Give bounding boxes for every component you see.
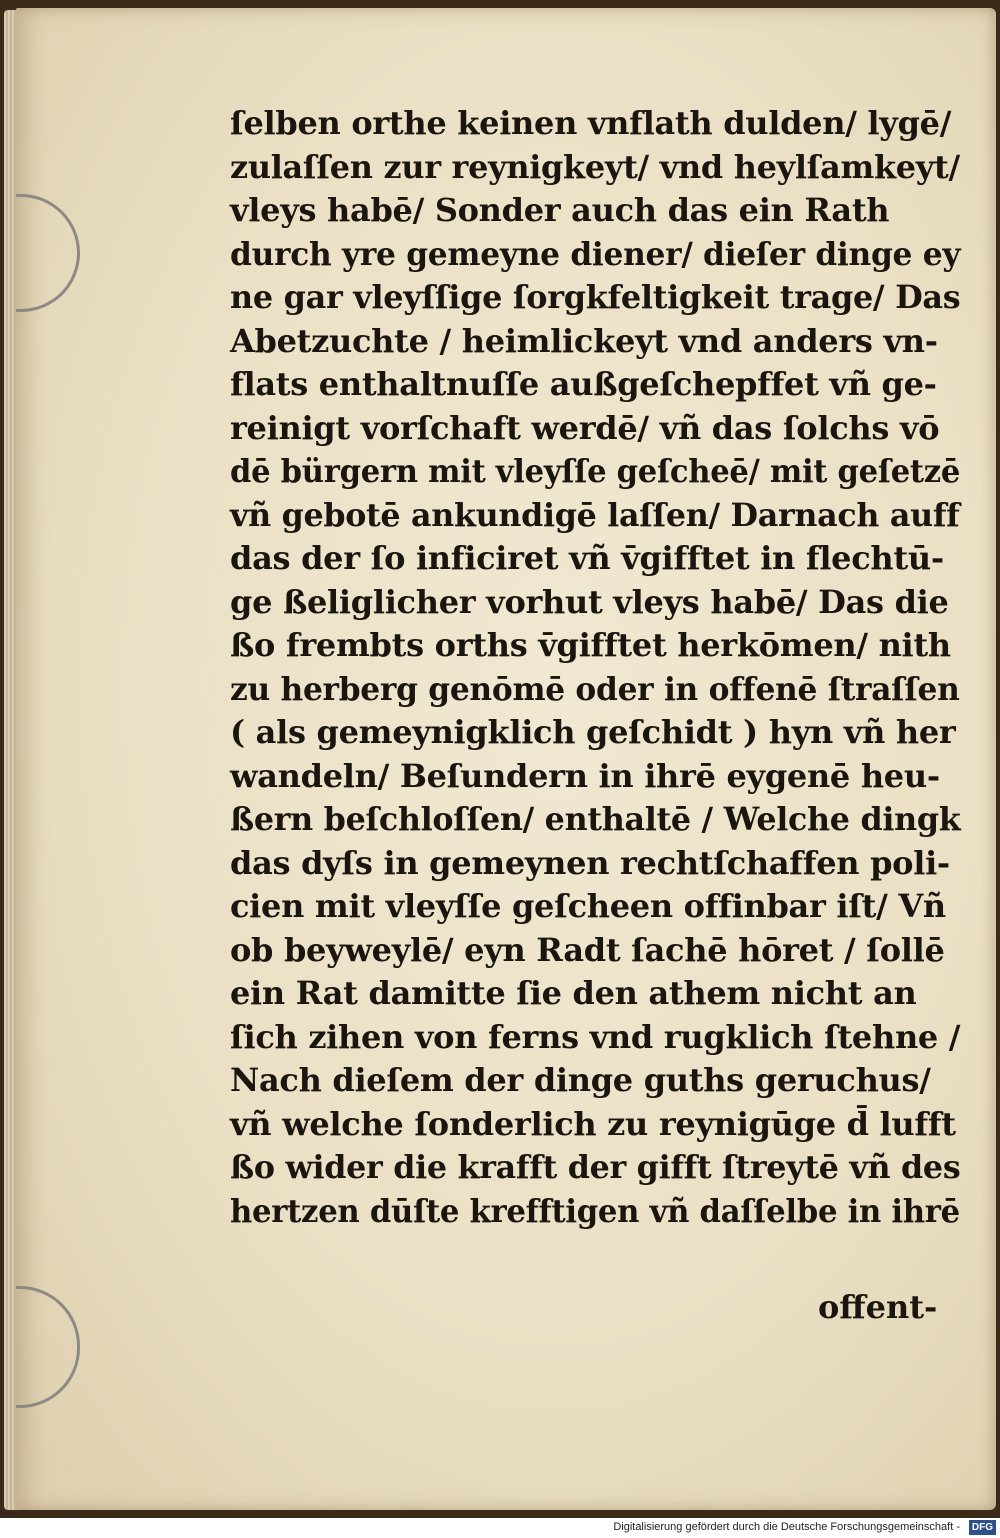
text-line: zu herberg genōmē oder in offenē ſtraſſen <box>230 669 960 708</box>
text-line: ge ßeliglicher vorhut vleys habē/ Das die <box>230 582 949 621</box>
footer-bar <box>0 1518 1000 1538</box>
funding-attribution: Digitalisierung gefördert durch die Deutsche Forschungsgemeinschaft - <box>613 1521 960 1533</box>
text-line: Nach dieſem der dinge guths geruchus/ <box>230 1061 931 1099</box>
page-clip-top <box>16 194 80 312</box>
text-line: das der ſo inficiret vñ v̄gifftet in flechtū- <box>230 539 944 577</box>
text-line: ßo frembts orths v̄gifftet herkōmen/ nith <box>230 626 951 664</box>
text-line: ob beyweylē/ eyn Radt ſachē hōret / ſollē <box>230 930 945 969</box>
text-line: ein Rat damitte ſie den athem nicht an <box>230 974 917 1012</box>
text-line: ( als gemeynigklich geſchidt ) hyn vñ her <box>230 713 956 751</box>
text-line: ſich zihen von ferns vnd rugklich ſtehne / <box>230 1017 961 1056</box>
text-line: Abetzuchte / heimlickeyt vnd anders vn- <box>230 321 938 360</box>
text-line: cien mit vleyſſe geſcheen offinbar iſt/ Vñ <box>230 887 946 925</box>
text-line: ne gar vleyſſige ſorgkfeltigkeit trage/ Das <box>230 278 961 316</box>
text-line: durch yre gemeyne diener/ dieſer dinge ey <box>230 234 961 273</box>
page-text <box>230 102 960 1233</box>
text-line: reinigt vorſchaft werdē/ vñ das ſolchs vō <box>230 408 940 447</box>
text-line: zulaſſen zur reynigkeyt/ vnd heylſamkeyt/ <box>230 147 960 186</box>
text-line: vñ gebotē ankundigē laſſen/ Darnach auff <box>230 495 960 534</box>
text-line: flats enthaltnuſſe außgeſchepffet vñ ge- <box>230 365 937 403</box>
text-line: wandeln/ Beſundern in ihrē eygenē heu- <box>230 756 940 795</box>
text-line: hertzen dūſte krefftigen vñ daſſelbe in ihrē <box>230 1191 960 1230</box>
text-line: ßo wider die krafft der gifft ſtreytē vñ des <box>230 1148 961 1186</box>
catchword: offent- <box>818 1288 938 1326</box>
dfg-logo: DFG <box>969 1520 996 1535</box>
text-line: vñ welche ſonderlich zu reynigūge d̄ lufft <box>230 1104 956 1143</box>
text-line: ſelben orthe keinen vnflath dulden/ lygē/ <box>230 104 952 142</box>
page-clip-bottom <box>16 1286 80 1408</box>
text-line: ßern beſchloſſen/ enthaltē / Welche dingk <box>230 800 961 838</box>
text-line: dē bürgern mit vleyſſe geſcheē/ mit geſetzē <box>230 452 961 490</box>
text-line: das dyſs in gemeynen rechtſchaffen poli- <box>230 843 950 882</box>
text-line: vleys habē/ Sonder auch das ein Rath <box>230 191 890 229</box>
